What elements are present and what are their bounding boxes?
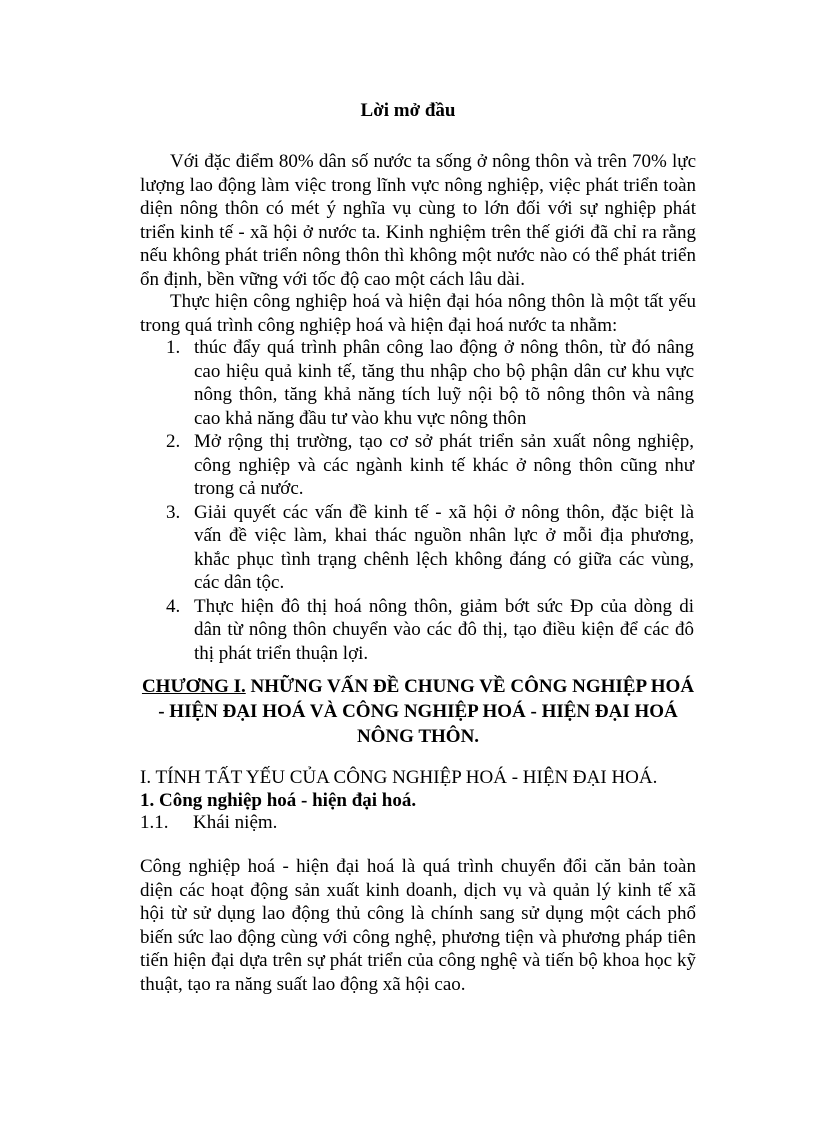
chapter-heading [140,674,696,749]
list-item-text: Giải quyết các vấn đề kinh tế - xã hội ở nông thôn, đặc biệt là vấn đề việc làm, khai thác nguồn nhân lực ở mỗi địa phương, khắc phục tình trạng chênh lệch không đáng có giữa các vùng, các dân tộc. [194,501,694,593]
list-item-number: 4. [166,595,181,617]
list-item [166,336,694,430]
list-item [166,430,694,501]
subsection-heading: 1. Công nghiệp hoá - hiện đại hoá. [140,790,417,811]
chapter-label: CHƯƠNG I. [141,676,246,697]
sub-subsection-title: Khái niệm. [193,812,278,833]
intro-paragraph-1: Với đặc điểm 80% dân số nước ta sống ở nông thôn và trên 70% lực lượng lao động làm việc trong lĩnh vực nông nghiệp, việc phát triển toàn diện nông thôn có mét ý nghĩa vụ cùng to lớn đối với sự nghiệp phát triển kinh tế - xã hội ở nước ta. Kinh nghiệm trên thế giới đã chỉ ra rằng nếu không phát triển nông thôn thì không một nước nào có thể phát triển ổn định, bền vững với tốc độ cao một cách lâu dài. [140,151,696,290]
objectives-list [166,336,694,665]
definition-paragraph: Công nghiệp hoá - hiện đại hoá là quá trình chuyển đổi căn bản toàn diện các hoạt động sản xuất kinh doanh, dịch vụ và quản lý kinh tế xã hội từ sử dụng lao động thủ công là chính sang sử dụng một cách phổ biến sức lao động cùng với công nghệ, phương tiện và phương pháp tiên tiến hiện đại dựa trên sự phát triển của công nghệ và tiến bộ khoa học kỹ thuật, tạo ra năng suất lao động xã hội cao. [140,856,696,995]
list-item-number: 2. [166,431,181,452]
list-item [166,501,694,595]
section-heading: I. TÍNH TẤT YẾU CỦA CÔNG NGHIỆP HOÁ - HIỆN ĐẠI HOÁ. [140,767,658,788]
list-item-number: 1. [166,337,181,358]
list-item-number: 3. [166,501,181,523]
list-item-text: Thực hiện đô thị hoá nông thôn, giảm bớt sức Ðp của dòng di dân từ nông thôn chuyển vào các đô thị, tạo điều kiện để các đô thị phát triển thuận lợi. [194,595,694,664]
list-item-text: Mở rộng thị trường, tạo cơ sở phát triển sản xuất nông nghiệp, công nghiệp và các ngành kinh tế khác ở nông thôn cũng như trong cả nước. [194,431,694,499]
document-title: Lời mở đầu [360,100,456,121]
sub-subsection-number: 1.1. [140,812,169,833]
sub-subsection-heading [140,812,277,834]
list-item-text: thúc đẩy quá trình phân công lao động ở nông thôn, từ đó nâng cao hiệu quả kinh tế, tăng thu nhập cho bộ phận dân cư khu vực nông thôn, tăng khả năng tích luỹ nội bộ tõ nông thôn và nâng cao khả năng đầu tư vào khu vực nông thôn [194,337,694,429]
intro-paragraph-2: Thực hiện công nghiệp hoá và hiện đại hóa nông thôn là một tất yếu trong quá trình công nghiệp hoá và hiện đại hoá nước ta nhằm: [140,291,696,336]
list-item [166,595,694,666]
chapter-title: NHỮNG VẤN ĐỀ CHUNG VỀ CÔNG NGHIỆP HOÁ - HIỆN ĐẠI HOÁ VÀ CÔNG NGHIỆP HOÁ - HIỆN ĐẠI HOÁ NÔNG THÔN. [158,676,695,747]
